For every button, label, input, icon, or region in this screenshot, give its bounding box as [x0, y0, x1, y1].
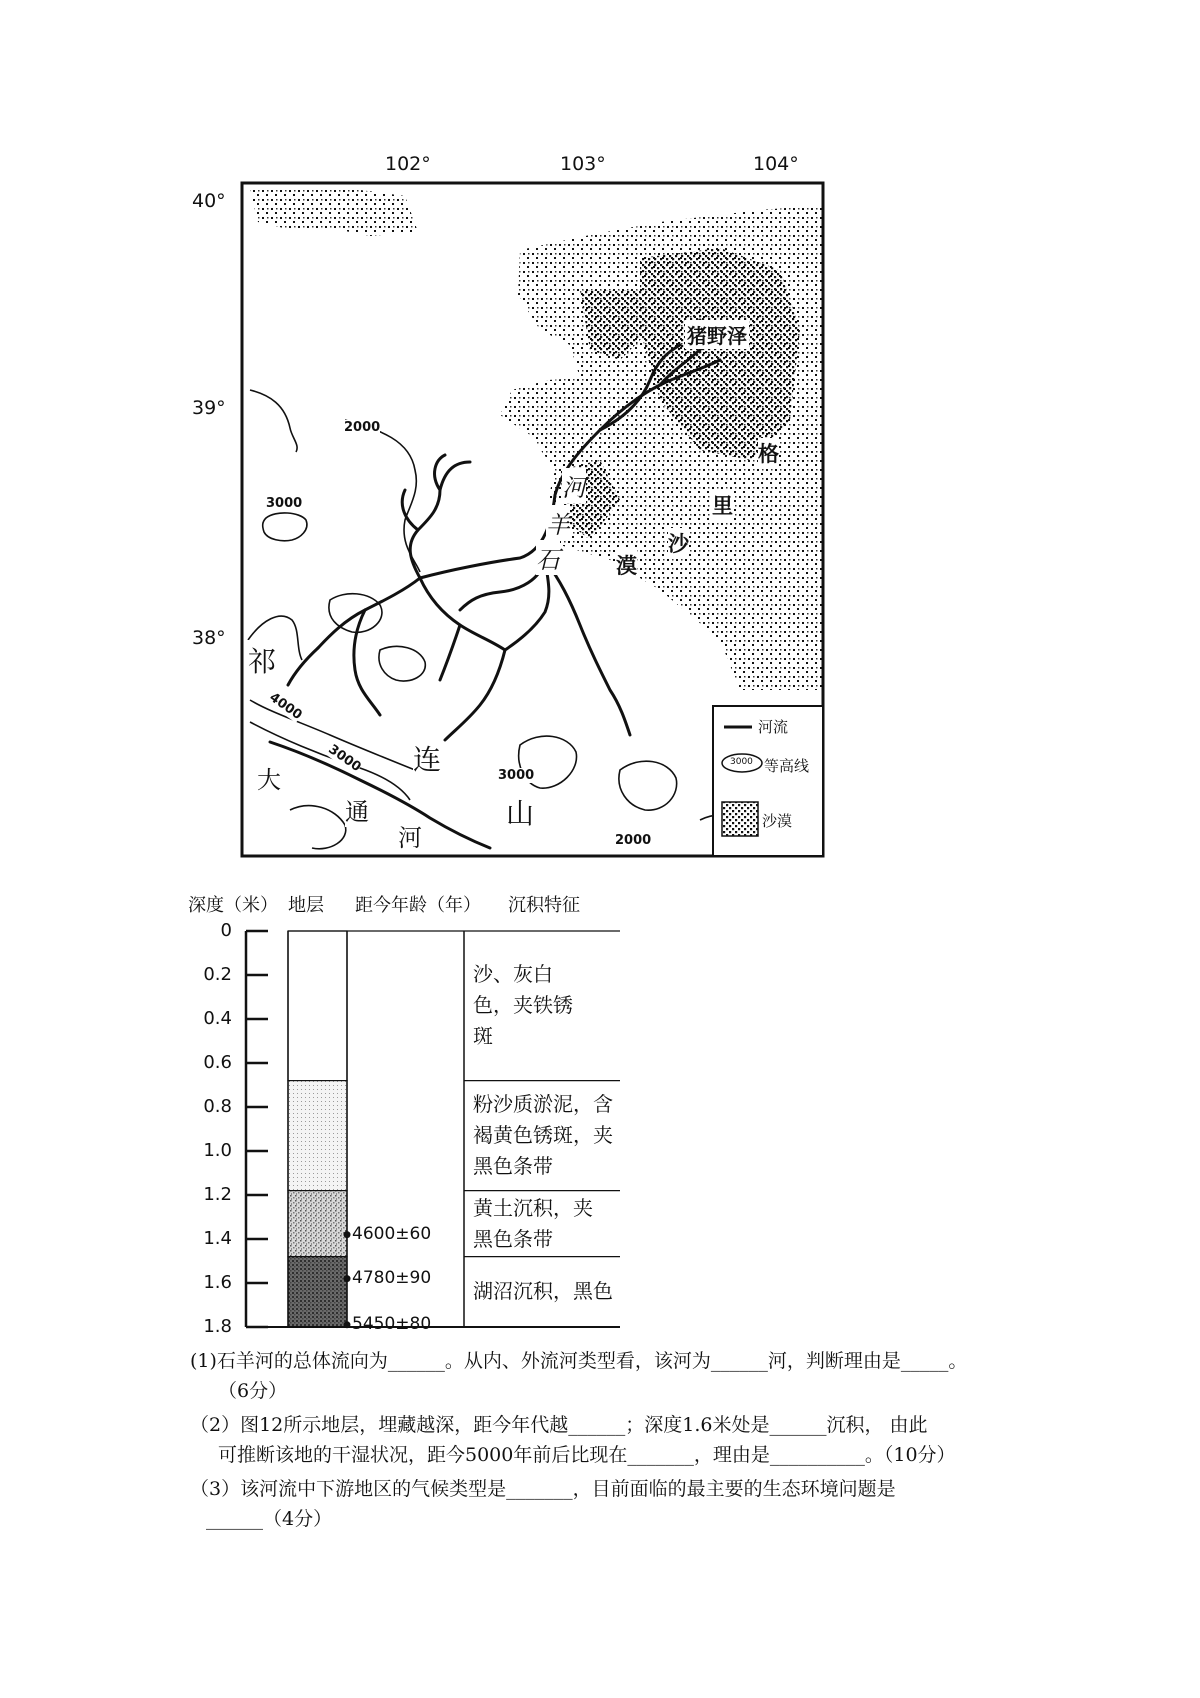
depth-tick-label: 0.2 [203, 964, 232, 985]
strata-layer [288, 1191, 347, 1257]
contour-label-3000-south: 3000 [498, 768, 535, 783]
strat-header-layer: 地层 [288, 895, 324, 916]
river-name-char-3: 石 [536, 540, 560, 575]
layer-feature-text: 黑色条带 [473, 1154, 553, 1179]
depth-tick-label: 0.8 [203, 1096, 232, 1117]
desert-char-3: 沙 [668, 528, 689, 558]
desert-char-4: 漠 [616, 550, 637, 580]
depth-tick-label: 1.6 [203, 1272, 232, 1293]
legend-desert-label: 沙漠 [762, 812, 793, 830]
strat-header-feature: 沉积特征 [508, 895, 580, 916]
qilian-char-1: 祁 [248, 640, 276, 680]
lat-label-38: 38° [192, 627, 226, 649]
question-2-line-2: 可推断该地的干湿状况，距今5000年前后比现在_______，理由是__________。（10分） [218, 1444, 956, 1466]
depth-tick-label: 0.6 [203, 1052, 232, 1073]
layer-feature-text: 沙、灰白 [473, 962, 553, 987]
layer-feature-text: 黄土沉积，夹 [473, 1195, 593, 1220]
datong-char-1: 大 [257, 760, 281, 795]
strata-layer [288, 1257, 347, 1327]
depth-tick-label: 0.4 [203, 1008, 232, 1029]
zhuyeze-label: 猪野泽 [685, 320, 749, 349]
question-1-line-2: （6分） [218, 1380, 288, 1402]
question-3-line-2: ______（4分） [206, 1508, 333, 1530]
river-name-char-1: 河 [562, 468, 586, 503]
age-marker-dot [344, 1275, 351, 1282]
question-2-line-1: （2）图12所示地层，埋藏越深，距今年代越______；深度1.6米处是______沉积， 由此 [190, 1414, 928, 1436]
depth-tick-label: 0 [220, 920, 232, 941]
datong-char-3: 河 [398, 818, 422, 853]
lat-label-40: 40° [192, 190, 226, 212]
contour-label-3000-west: 3000 [266, 496, 303, 511]
layer-feature-text: 黑色条带 [473, 1226, 553, 1251]
lat-label-39: 39° [192, 397, 226, 419]
lon-label-102: 102° [385, 153, 431, 175]
legend-river-label: 河流 [758, 718, 789, 736]
age-label: 4600±60 [352, 1223, 432, 1244]
qilian-char-2: 连 [413, 738, 441, 778]
strata-layer [288, 931, 347, 1081]
age-marker-dot [344, 1321, 351, 1328]
depth-tick-label: 1.0 [203, 1140, 232, 1161]
layer-feature-text: 斑 [473, 1024, 493, 1049]
question-3-line-1: （3）该河流中下游地区的气候类型是_______，目前面临的最主要的生态环境问题是 [190, 1478, 896, 1500]
strat-header-depth: 深度（米） [188, 895, 278, 916]
depth-ticks [246, 931, 268, 1327]
lon-label-103: 103° [560, 153, 606, 175]
age-label: 5450±80 [352, 1313, 432, 1334]
strata-layers [288, 931, 347, 1327]
datong-char-2: 通 [345, 792, 369, 827]
depth-tick-label: 1.4 [203, 1228, 232, 1249]
contour-label-2000-south: 2000 [615, 833, 652, 848]
depth-tick-label: 1.2 [203, 1184, 232, 1205]
contour-label-3000-sw: 3000 [325, 742, 364, 776]
desert-char-2: 里 [712, 490, 733, 520]
lon-label-104: 104° [753, 153, 799, 175]
strata-layer [288, 1081, 347, 1191]
depth-tick-label: 1.8 [203, 1316, 232, 1337]
contour-label-2000-north: 2000 [344, 420, 381, 435]
age-label: 4780±90 [352, 1267, 432, 1288]
contour-label-4000: 4000 [266, 690, 305, 724]
question-1-line-1: (1)石羊河的总体流向为______。从内、外流河类型看，该河为______河，判断理由是_____。 [190, 1350, 968, 1372]
desert-char-1: 格 [758, 438, 779, 468]
layer-feature-text: 湖沼沉积，黑色 [473, 1279, 613, 1304]
age-marker-dot [344, 1231, 351, 1238]
layer-feature-text: 色，夹铁锈 [473, 993, 573, 1018]
layer-feature-text: 粉沙质淤泥，含 [473, 1092, 613, 1117]
qilian-char-3: 山 [506, 792, 534, 832]
strat-header-age: 距今年龄（年） [355, 895, 481, 916]
river-name-char-2: 羊 [546, 505, 570, 540]
legend-contour-sample: 3000 [730, 757, 753, 767]
layer-feature-text: 褐黄色锈斑，夹 [473, 1123, 613, 1148]
legend-contour-label: 等高线 [764, 757, 810, 775]
